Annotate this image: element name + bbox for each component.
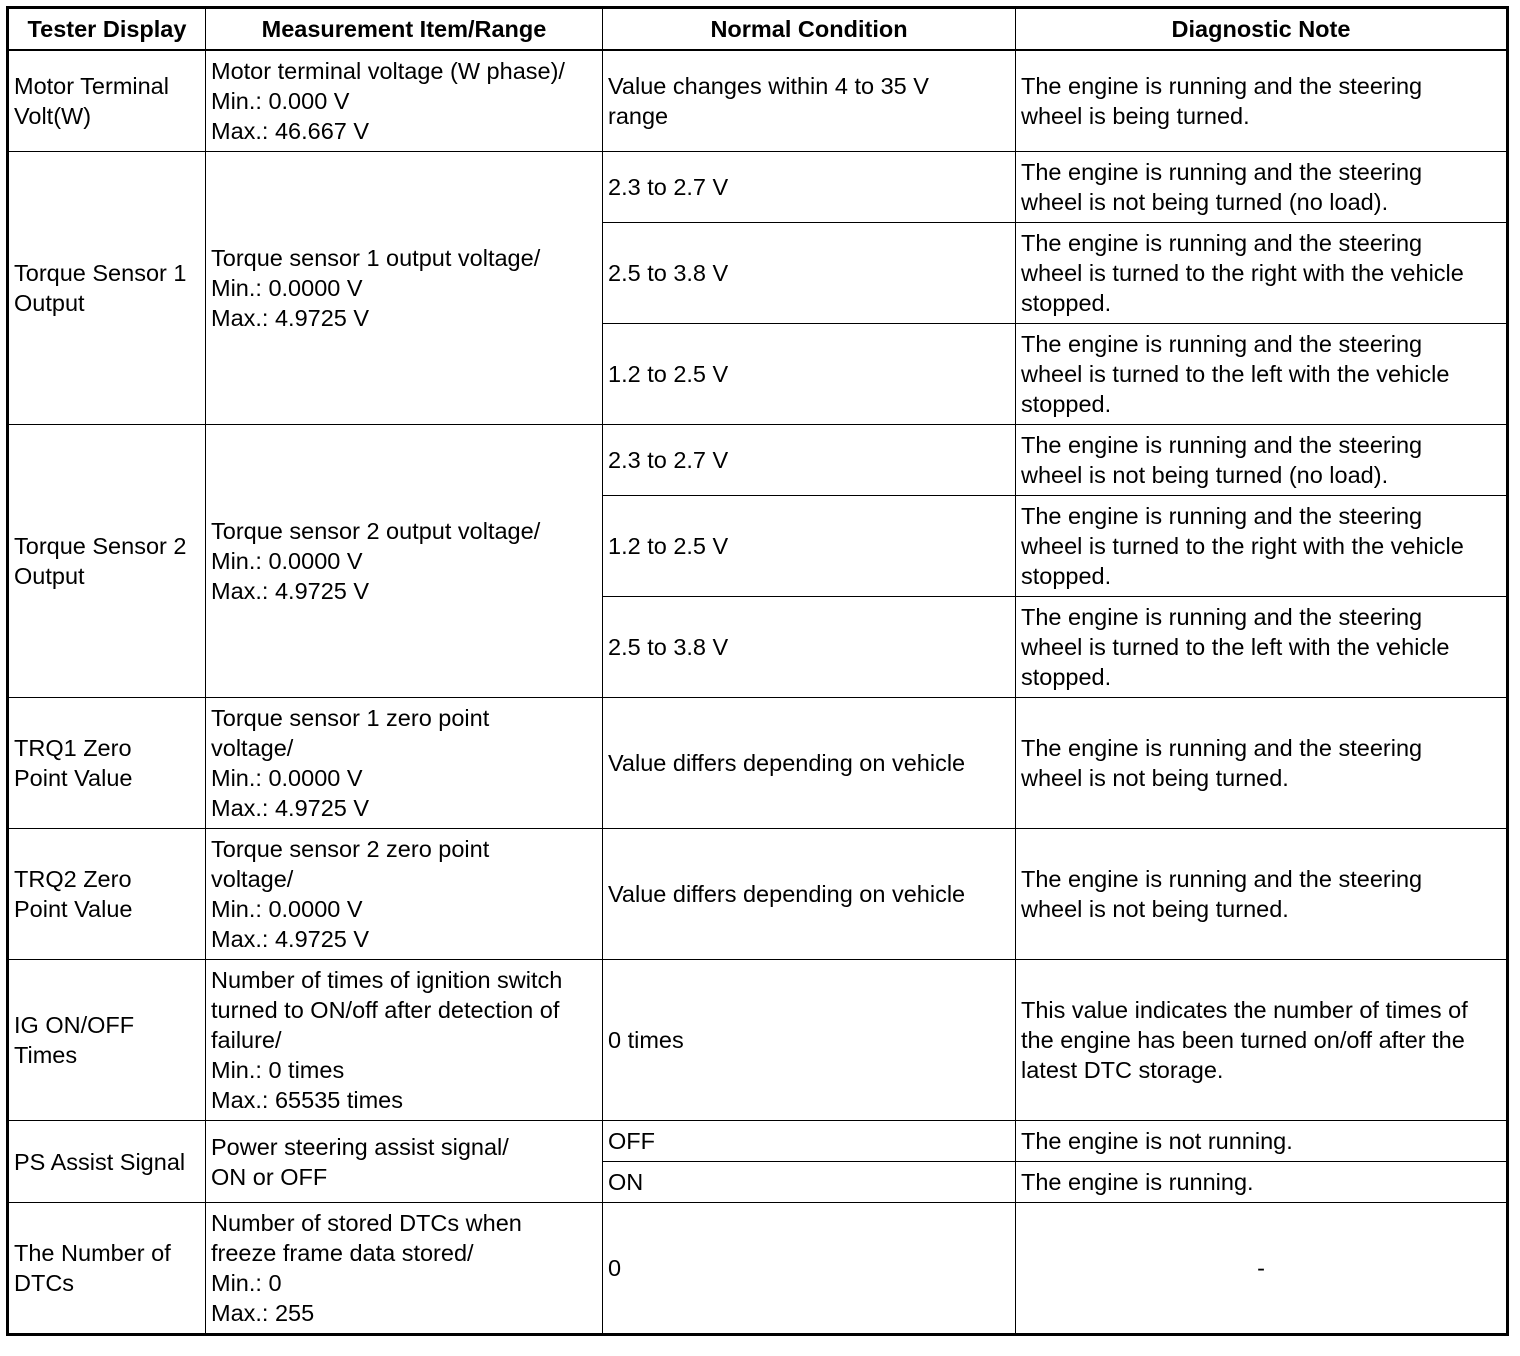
normal-condition-cell: 1.2 to 2.5 V [603,324,1016,425]
measurement-cell: Number of times of ignition switch turned to ON/off after detection of failure/ Min.: 0 times Max.: 65535 times [206,960,603,1121]
normal-condition-cell: 0 [603,1203,1016,1335]
tester-display-cell: TRQ2 Zero Point Value [8,829,206,960]
normal-condition-cell: 2.5 to 3.8 V [603,223,1016,324]
tester-display-cell: IG ON/OFF Times [8,960,206,1121]
tester-display-cell: Torque Sensor 1 Output [8,152,206,425]
diagnostic-note-cell: The engine is not running. [1016,1121,1508,1162]
diagnostic-note-cell: The engine is running and the steering wheel is turned to the left with the vehicle stopped. [1016,597,1508,698]
measurement-cell: Torque sensor 2 output voltage/ Min.: 0.0000 V Max.: 4.9725 V [206,425,603,698]
table-row [8,425,1508,496]
diagnostic-note-cell: - [1016,1203,1508,1335]
table-row [8,960,1508,1121]
header-diagnostic-note: Diagnostic Note [1016,8,1508,51]
measurement-cell: Torque sensor 2 zero point voltage/ Min.: 0.0000 V Max.: 4.9725 V [206,829,603,960]
header-row [8,8,1508,51]
table-row [8,50,1508,152]
normal-condition-cell: 2.5 to 3.8 V [603,597,1016,698]
measurement-cell: Torque sensor 1 output voltage/ Min.: 0.0000 V Max.: 4.9725 V [206,152,603,425]
tester-display-cell: The Number of DTCs [8,1203,206,1335]
diagnostic-note-cell: This value indicates the number of times of the engine has been turned on/off after the latest DTC storage. [1016,960,1508,1121]
header-normal-condition: Normal Condition [603,8,1016,51]
diagnostic-table [6,6,1509,1336]
diagnostic-note-cell: The engine is running. [1016,1162,1508,1203]
diagnostic-note-cell: The engine is running and the steering wheel is being turned. [1016,50,1508,152]
table-row [8,152,1508,223]
normal-condition-cell: OFF [603,1121,1016,1162]
diagnostic-note-cell: The engine is running and the steering wheel is turned to the left with the vehicle stopped. [1016,324,1508,425]
header-measurement-item: Measurement Item/Range [206,8,603,51]
tester-display-cell: Torque Sensor 2 Output [8,425,206,698]
header-tester-display: Tester Display [8,8,206,51]
diagnostic-note-cell: The engine is running and the steering wheel is not being turned (no load). [1016,152,1508,223]
normal-condition-cell: Value differs depending on vehicle [603,829,1016,960]
normal-condition-cell: Value changes within 4 to 35 V range [603,50,1016,152]
normal-condition-cell: 1.2 to 2.5 V [603,496,1016,597]
measurement-cell: Power steering assist signal/ ON or OFF [206,1121,603,1203]
diagnostic-note-cell: The engine is running and the steering wheel is turned to the right with the vehicle stopped. [1016,496,1508,597]
table-row [8,1121,1508,1162]
diagnostic-note-cell: The engine is running and the steering wheel is turned to the right with the vehicle stopped. [1016,223,1508,324]
normal-condition-cell: ON [603,1162,1016,1203]
diagnostic-note-cell: The engine is running and the steering wheel is not being turned. [1016,698,1508,829]
tester-display-cell: TRQ1 Zero Point Value [8,698,206,829]
normal-condition-cell: 0 times [603,960,1016,1121]
table-row [8,1203,1508,1335]
normal-condition-cell: Value differs depending on vehicle [603,698,1016,829]
normal-condition-cell: 2.3 to 2.7 V [603,425,1016,496]
measurement-cell: Motor terminal voltage (W phase)/ Min.: 0.000 V Max.: 46.667 V [206,50,603,152]
measurement-cell: Number of stored DTCs when freeze frame data stored/ Min.: 0 Max.: 255 [206,1203,603,1335]
table-row [8,698,1508,829]
diagnostic-note-cell: The engine is running and the steering wheel is not being turned (no load). [1016,425,1508,496]
normal-condition-cell: 2.3 to 2.7 V [603,152,1016,223]
measurement-cell: Torque sensor 1 zero point voltage/ Min.: 0.0000 V Max.: 4.9725 V [206,698,603,829]
tester-display-cell: PS Assist Signal [8,1121,206,1203]
table-row [8,829,1508,960]
diagnostic-note-cell: The engine is running and the steering wheel is not being turned. [1016,829,1508,960]
tester-display-cell: Motor Terminal Volt(W) [8,50,206,152]
